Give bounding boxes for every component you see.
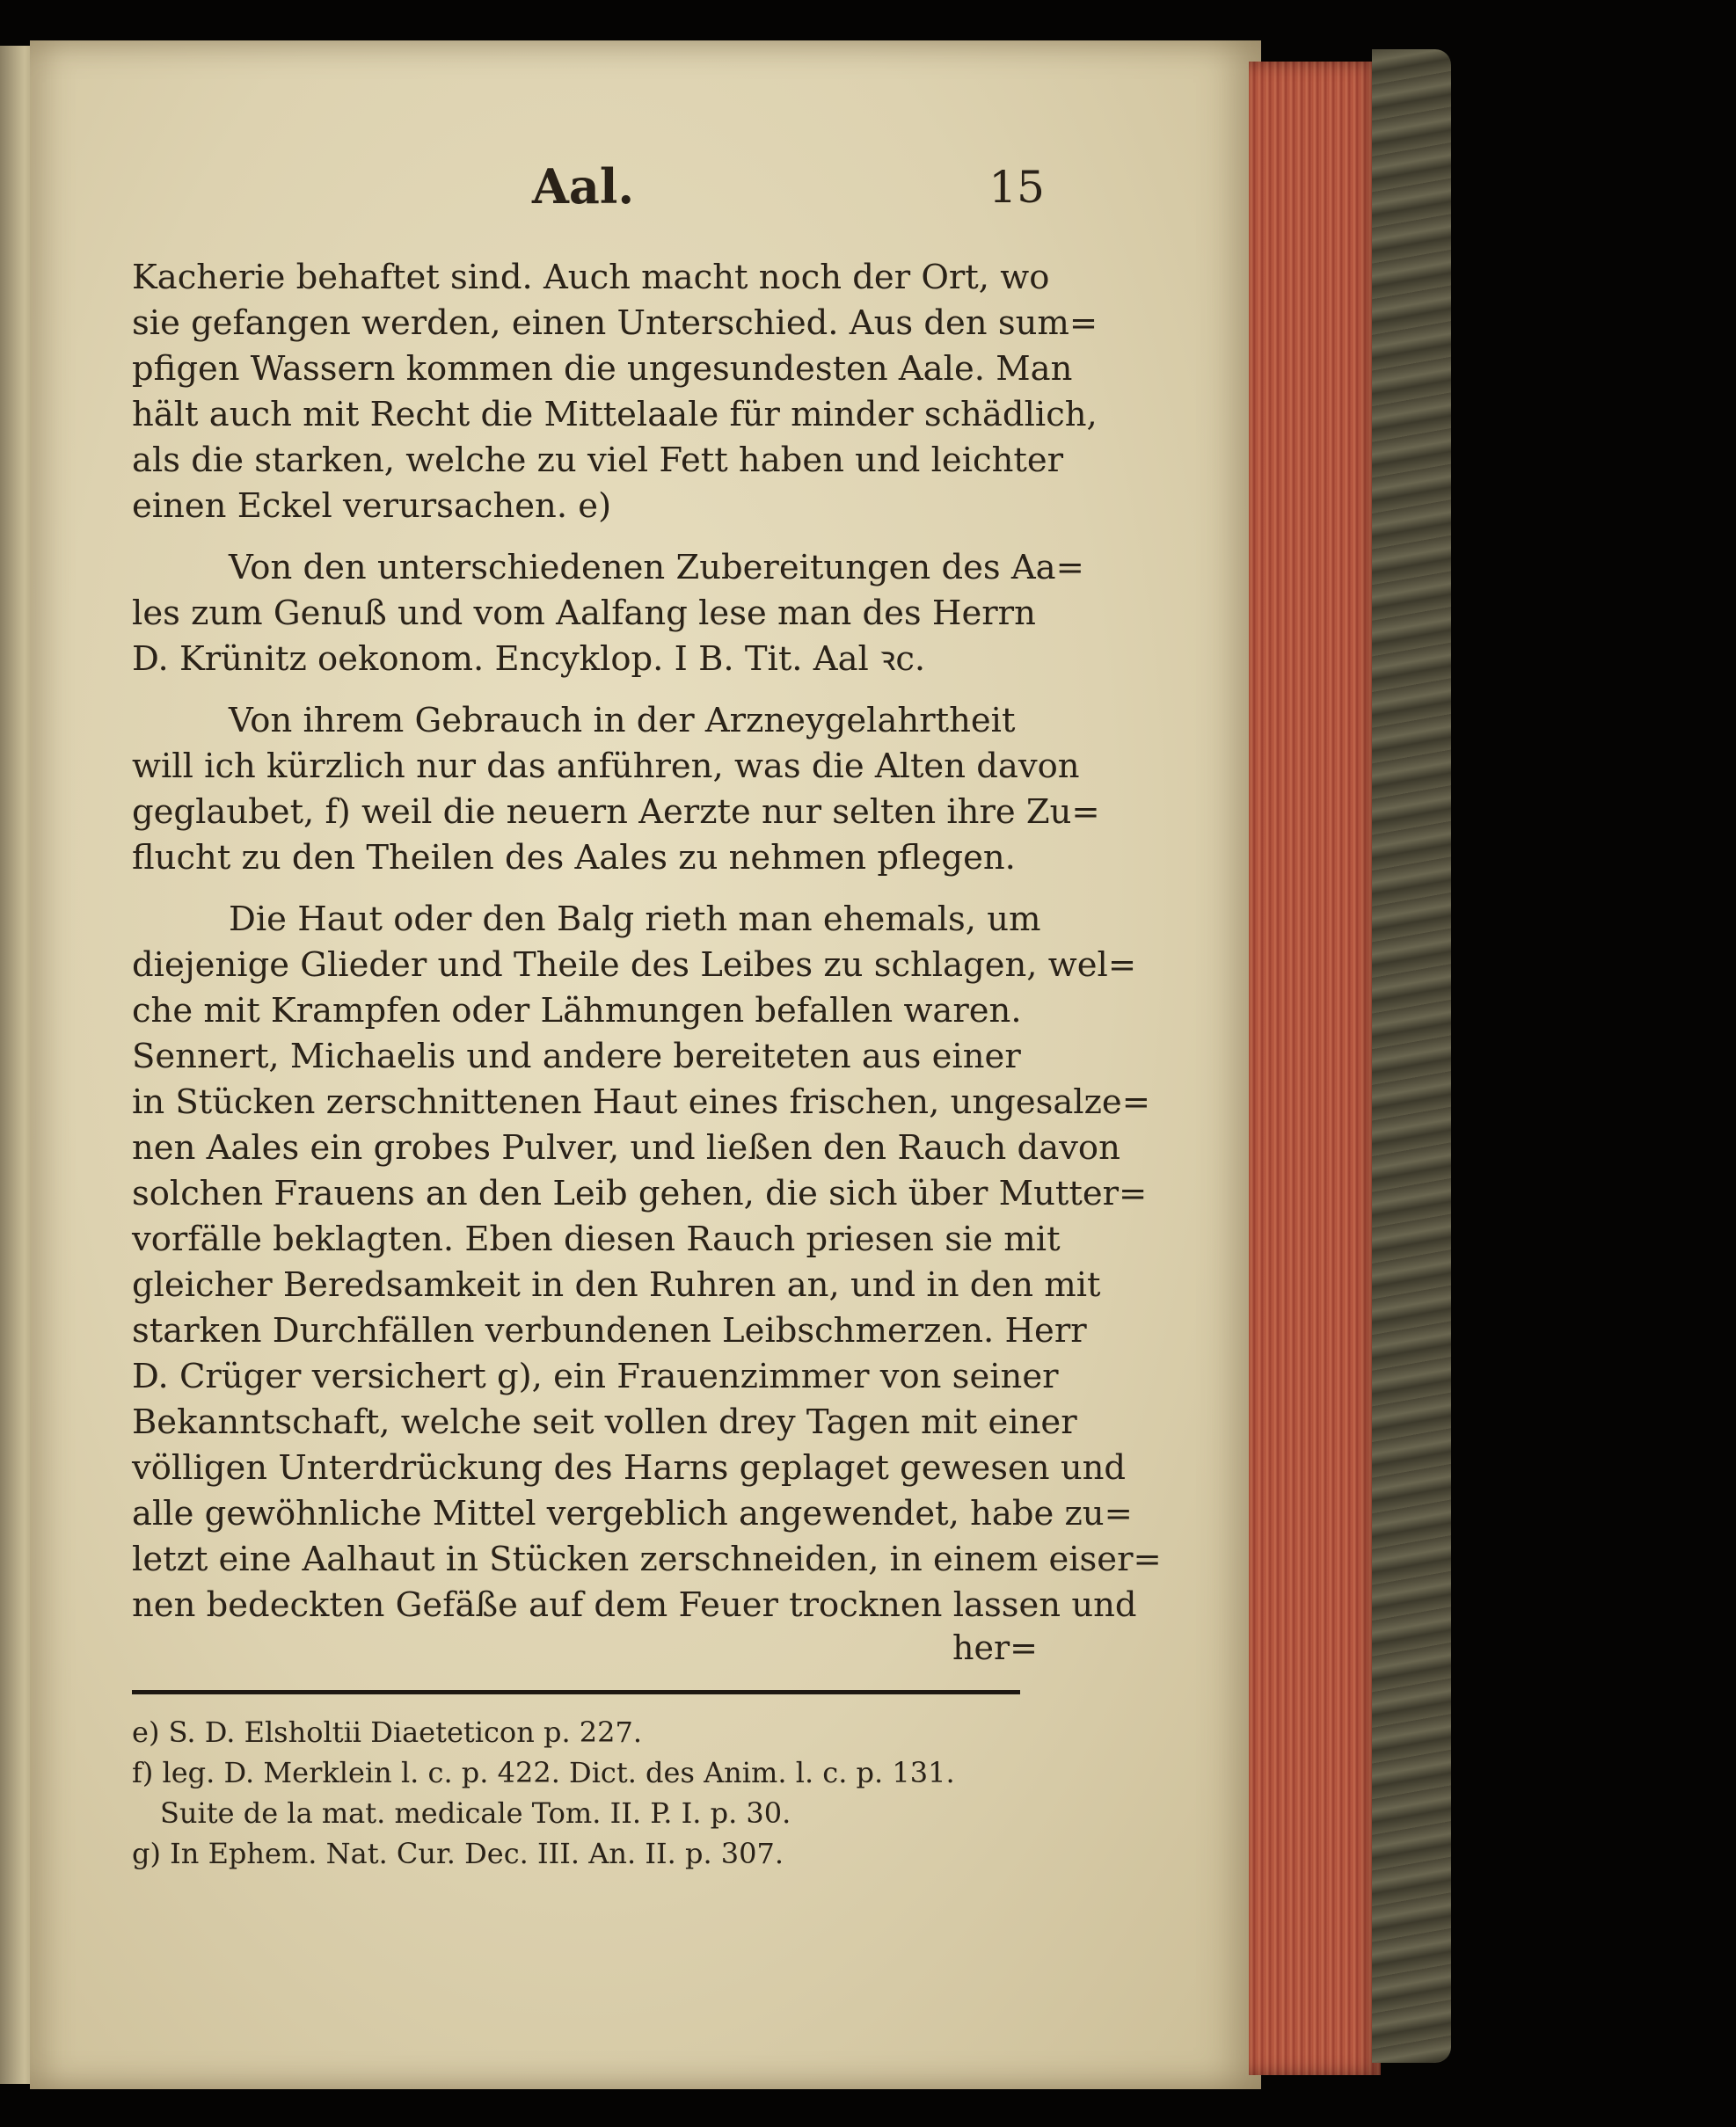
text-line: Sennert, Michaelis und andere bereiteten aus einer [132, 1037, 1021, 1076]
text-line: alle gewöhnliche Mittel vergeblich angewendet, habe zu= [132, 1494, 1133, 1533]
text-line: solchen Frauens an den Leib gehen, die sich über Mutter= [132, 1174, 1148, 1213]
text-line: Von ihrem Gebrauch in der Arzneygelahrtheit [229, 701, 1016, 740]
text-line: völligen Unterdrückung des Harns geplaget gewesen und [132, 1448, 1127, 1488]
footnotes [132, 1712, 1038, 1874]
text-line: in Stücken zerschnittenen Haut eines frischen, ungesalze= [132, 1082, 1150, 1122]
text-line: sie gefangen werden, einen Unterschied. Aus den sum= [132, 303, 1098, 343]
footnote-e: e) S. D. Elsholtii Diaeteticon p. 227. [132, 1715, 643, 1749]
catchword: her= [952, 1628, 1038, 1667]
text-line: diejenige Glieder und Theile des Leibes zu schlagen, wel= [132, 945, 1137, 985]
page-header [132, 158, 1045, 255]
text-line: flucht zu den Theilen des Aales zu nehmen pflegen. [132, 838, 1016, 878]
text-line: gleicher Beredsamkeit in den Ruhren an, und in den mit [132, 1265, 1101, 1305]
text-line: les zum Genuß und vom Aalfang lese man des Herrn [132, 594, 1036, 633]
text-line: einen Eckel verursachen. e) [132, 486, 612, 526]
text-line: vorfälle beklagten. Eben diesen Rauch priesen sie mit [132, 1220, 1061, 1259]
text-line: che mit Krampfen oder Lähmungen befallen waren. [132, 991, 1022, 1031]
book-cover [1372, 49, 1451, 2063]
paragraph-2 [132, 545, 1084, 682]
text-line: als die starken, welche zu viel Fett haben und leichter [132, 441, 1064, 480]
footnote-g: g) In Ephem. Nat. Cur. Dec. III. An. II. p. 307. [132, 1837, 784, 1870]
text-line: D. Krünitz oekonom. Encyklop. I B. Tit. Aal ꝛc. [132, 639, 926, 679]
paragraph-1 [132, 255, 1098, 529]
page-number: 15 [988, 162, 1045, 213]
text-line: nen Aales ein grobes Pulver, und ließen den Rauch davon [132, 1128, 1120, 1168]
footnote-f: f) leg. D. Merklein l. c. p. 422. Dict. des Anim. l. c. p. 131. [132, 1756, 955, 1789]
text-line: Die Haut oder den Balg rieth man ehemals, um [229, 900, 1041, 939]
paragraph-3 [132, 698, 1100, 881]
text-line: letzt eine Aalhaut in Stücken zerschneiden, in einem eiser= [132, 1540, 1162, 1579]
text-line: Von den unterschiedenen Zubereitungen des Aa= [229, 548, 1084, 587]
text-line: D. Crüger versichert g), ein Frauenzimmer von seiner [132, 1357, 1059, 1396]
text-line: geglaubet, f) weil die neuern Aerzte nur selten ihre Zu= [132, 792, 1100, 832]
catchword-row [132, 1628, 1038, 1674]
footnote-f-continuation: Suite de la mat. medicale Tom. II. P. I. p. 30. [160, 1796, 791, 1830]
text-line: starken Durchfällen verbundenen Leibschmerzen. Herr [132, 1311, 1087, 1351]
text-line: Bekanntschaft, welche seit vollen drey Tagen mit einer [132, 1402, 1077, 1442]
running-head: Aal. [532, 158, 635, 215]
page-text-block [132, 158, 1162, 1874]
page-block-edges [1249, 62, 1381, 2075]
text-line: pfigen Wassern kommen die ungesundesten Aale. Man [132, 349, 1073, 389]
footnote-rule [132, 1690, 1020, 1694]
text-line: will ich kürzlich nur das anführen, was die Alten davon [132, 747, 1080, 786]
paragraph-4 [132, 897, 1162, 1628]
text-line: Kacherie behaftet sind. Auch macht noch der Ort, wo [132, 258, 1050, 297]
text-line: hält auch mit Recht die Mittelaale für minder schädlich, [132, 395, 1098, 434]
text-line: nen bedeckten Gefäße auf dem Feuer trocknen lassen und [132, 1585, 1137, 1625]
